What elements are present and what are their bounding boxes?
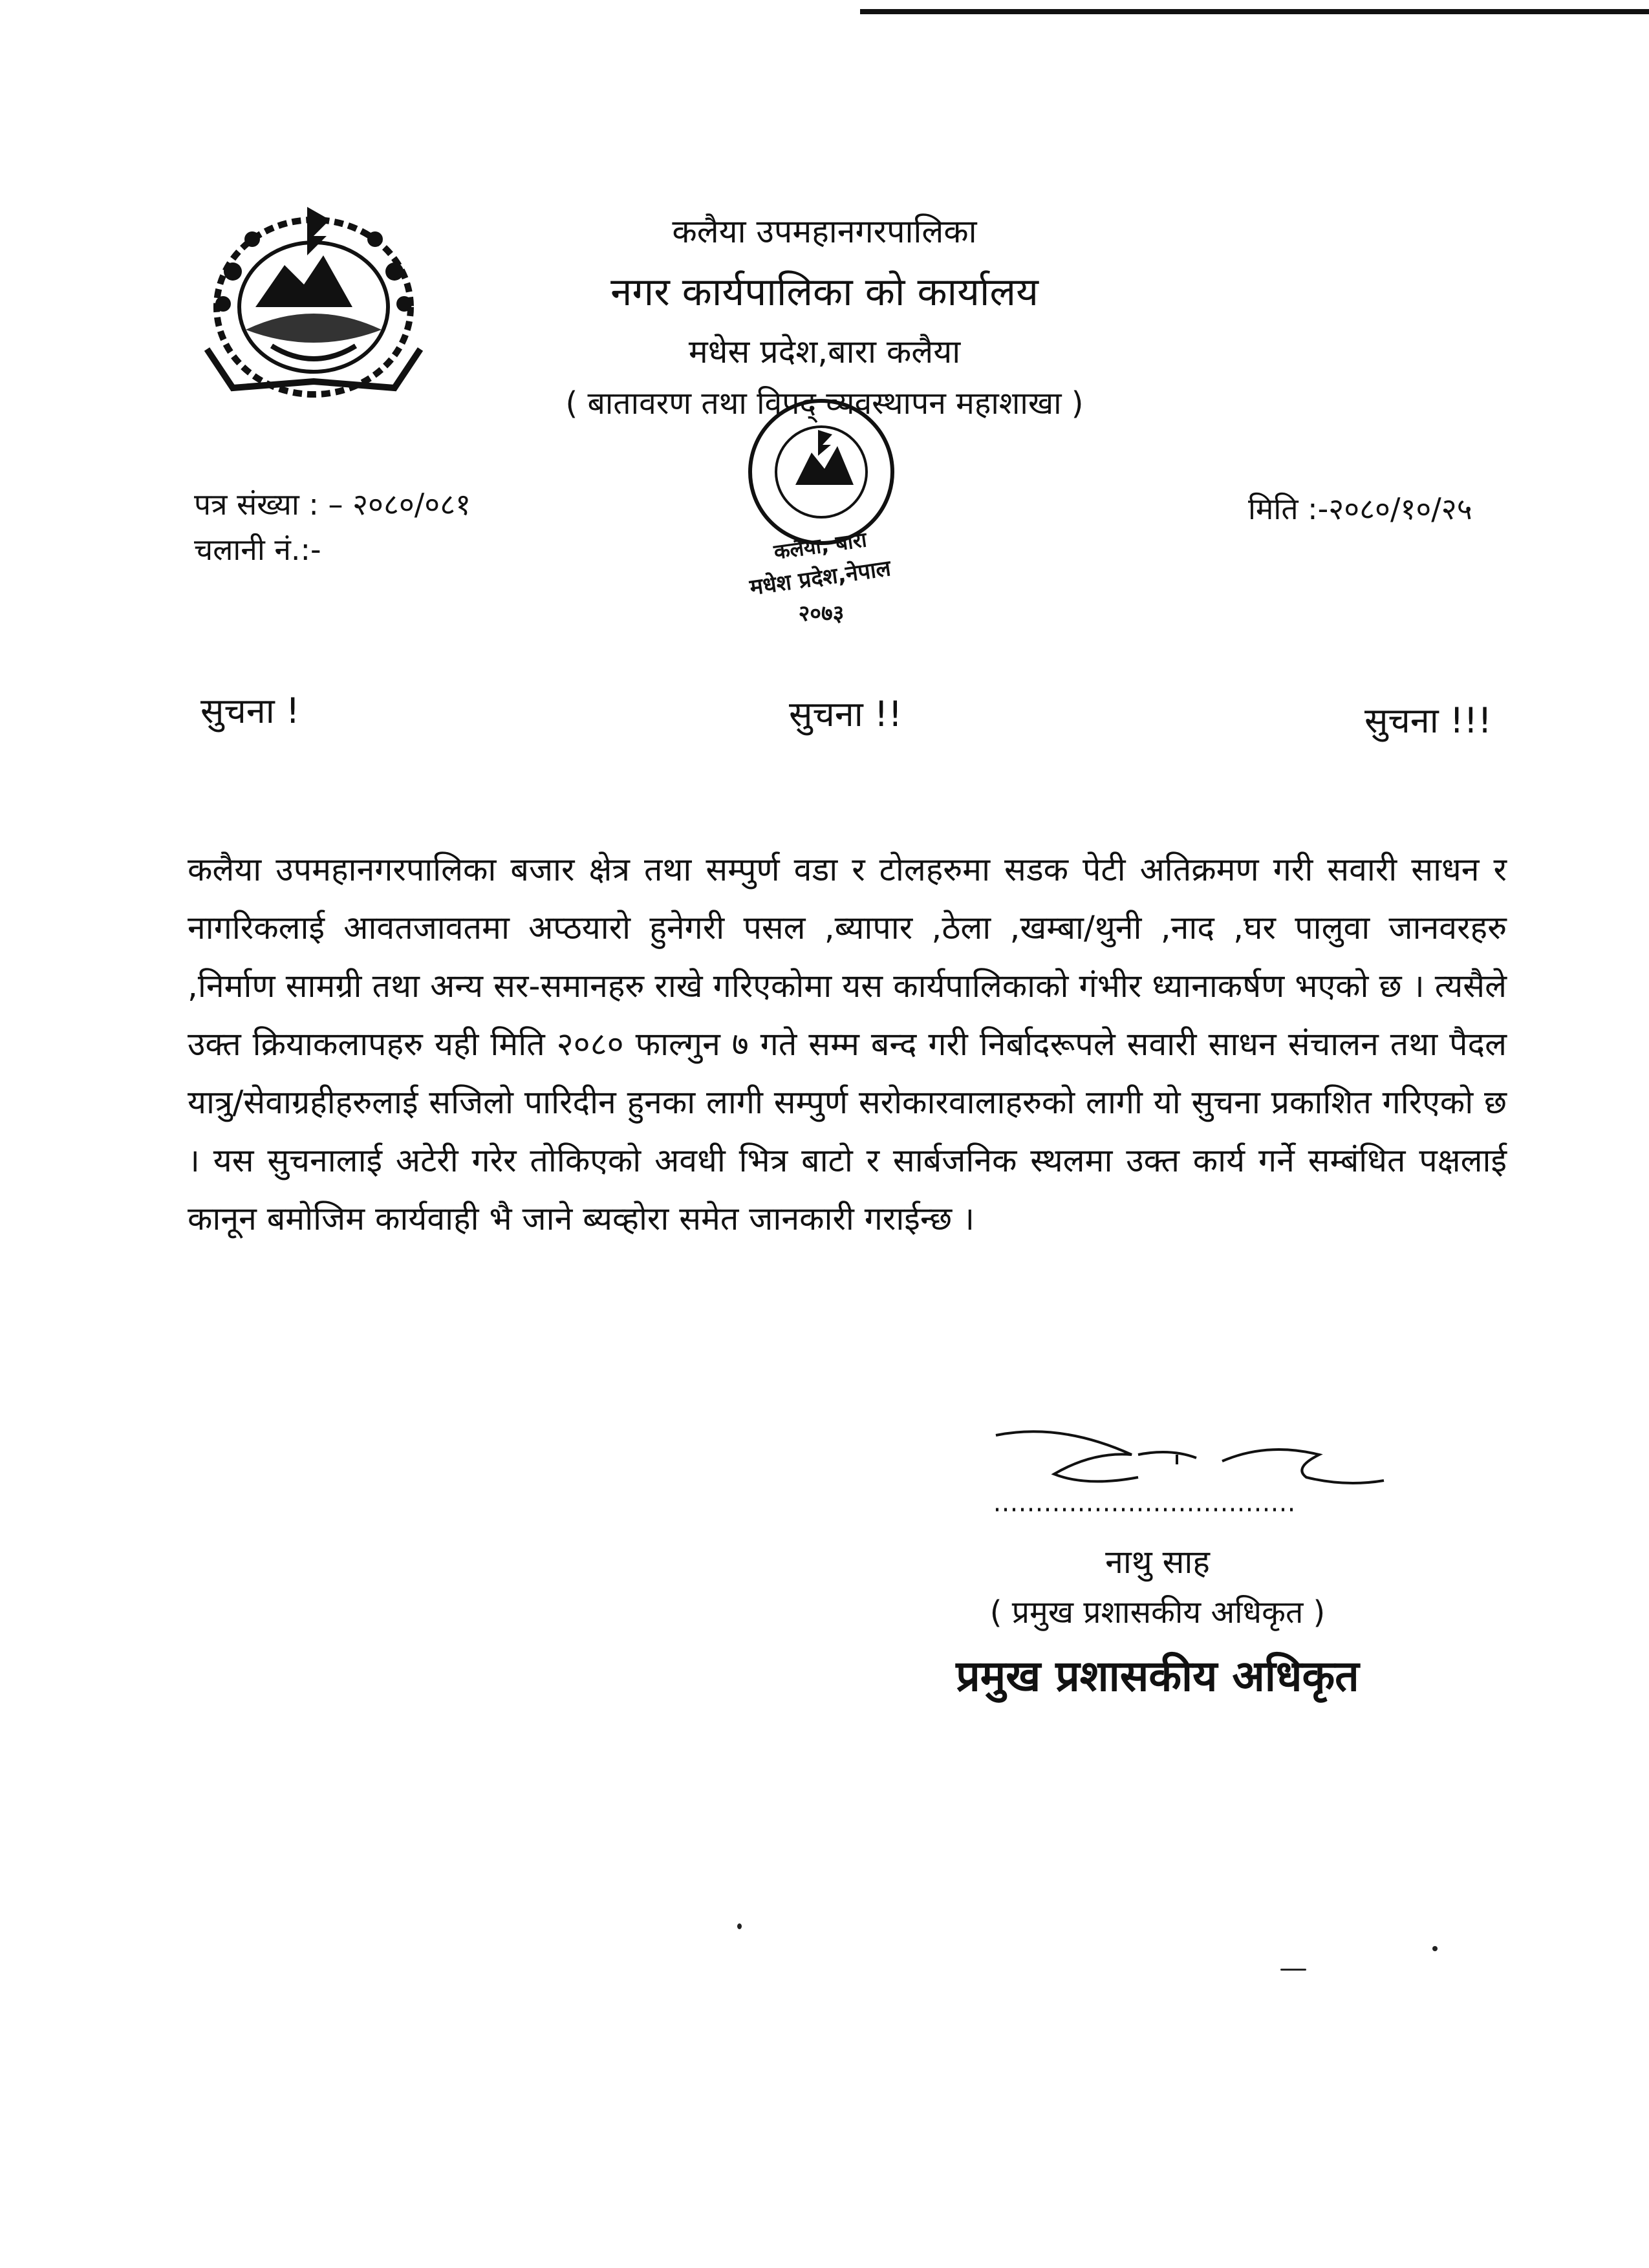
- header-office-name: नगर कार्यपालिका को कार्यालय: [610, 270, 1039, 315]
- scan-speck: [737, 1923, 742, 1929]
- handwritten-signature: [983, 1416, 1397, 1519]
- letter-number: पत्र संख्या : – २०८०/०८१: [194, 487, 471, 522]
- header-address: मधेस प्रदेश,बारा कलैया: [688, 333, 961, 370]
- notice-heading-2: सुचना !!: [789, 694, 903, 734]
- designation-stamp: प्रमुख प्रशासकीय अधिकृत: [956, 1651, 1359, 1701]
- seal-line4: मधेश प्रदेश,नेपाल: [748, 555, 893, 601]
- scan-speck: [1280, 1969, 1306, 1971]
- signatory-title: ( प्रमुख प्रशासकीय अधिकृत ): [989, 1594, 1326, 1631]
- notice-body: कलैया उपमहानगरपालिका बजार क्षेत्र तथा सम्पुर्ण वडा र टोलहरुमा सडक पेटी अतिक्रमण गरी सवारी साधन र नागरिकलाई आवतजावतमा अप्ठयारो हुनेगरी पसल ,ब्यापार ,ठेला ,खम्बा/थुनी ,नाद ,घर पालुवा जानवरहरु ,निर्माण सामग्री तथा अन्य सर-समानहरु राखे गरिएकोमा यस कार्यपालिकाको गंभीर ध्यानाकर्षण भएको छ । त्यसैले उक्त क्रियाकलापहरु यही मिति २०८० फाल्गुन ७ गते सम्म बन्द गरी निर्बादरूपले सवारी साधन संचालन तथा पैदल यात्रु/सेवाग्रहीहरुलाई सजिलो पारिदीन हुनका लागी सम्पुर्ण सरोकारवालाहरुको लागी यो सुचना प्रकाशित गरिएको छ । यस सुचनालाई अटेरी गरेर तोकिएको अवधी भित्र बाटो र सार्बजनिक स्थलमा उक्त कार्य गर्ने सम्बंधित पक्षलाई कानून बमोजिम कार्यवाही भै जाने ब्यव्होरा समेत जानकारी गराईन्छ ।: [188, 851, 1507, 1237]
- nepal-emblem-icon: [194, 194, 433, 407]
- notice-heading-3: सुचना !!!: [1364, 700, 1492, 741]
- dispatch-number: चलानी नं.:-: [194, 532, 321, 567]
- notice-heading-1: सुचना !: [200, 690, 300, 731]
- header-org-name: कलैया उपमहानगरपालिका: [672, 213, 977, 250]
- scan-speck: [1432, 1946, 1438, 1951]
- signatory-name: नाथु साह: [1105, 1543, 1210, 1581]
- office-seal: [698, 388, 944, 640]
- top-border-line: [860, 9, 1649, 14]
- seal-line3: कलैया, बारा: [772, 527, 868, 564]
- header-division: ( बातावरण तथा विपद् व्यवस्थापन महाशाखा ): [565, 385, 1084, 422]
- seal-year: २०७३: [798, 601, 845, 626]
- letter-date: मिति :-२०८०/१०/२५: [1248, 491, 1472, 526]
